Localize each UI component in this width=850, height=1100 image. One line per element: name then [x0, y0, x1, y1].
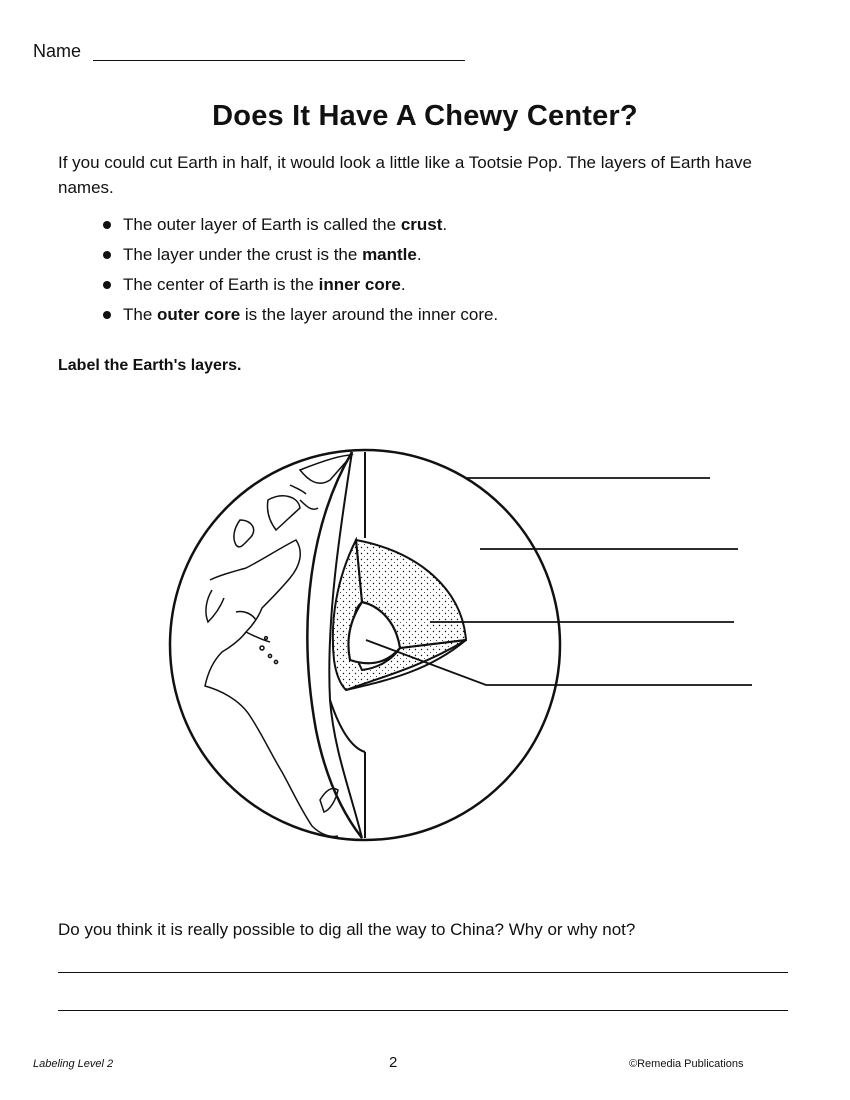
name-label: Name — [33, 41, 82, 61]
term-inner-core: inner core — [318, 275, 401, 294]
list-item: The layer under the crust is the mantle. — [103, 240, 498, 270]
answer-line-1[interactable] — [58, 972, 788, 973]
list-item: The outer layer of Earth is called the crust. — [103, 210, 498, 240]
question-text: Do you think it is really possible to dig all the way to China? Why or why not? — [58, 920, 636, 939]
term-crust: crust — [400, 215, 443, 234]
list-item: The outer core is the layer around the inner core. — [103, 300, 498, 330]
intro-paragraph: If you could cut Earth in half, it would look a little like a Tootsie Pop. The layers of Earth have names. — [58, 153, 752, 197]
list-item: The center of Earth is the inner core. — [103, 270, 498, 300]
term-outer-core: outer core — [157, 305, 241, 324]
footer-publisher: ©Remedia Publications — [629, 1058, 744, 1070]
label-instruction: Label the Earth's layers. — [58, 357, 242, 374]
footer-series: Labeling Level 2 — [33, 1058, 114, 1070]
page-number: 2 — [389, 1054, 398, 1071]
answer-line-2[interactable] — [58, 1010, 788, 1011]
page-title: Does It Have A Chewy Center? — [212, 100, 638, 132]
term-mantle: mantle — [362, 245, 417, 264]
